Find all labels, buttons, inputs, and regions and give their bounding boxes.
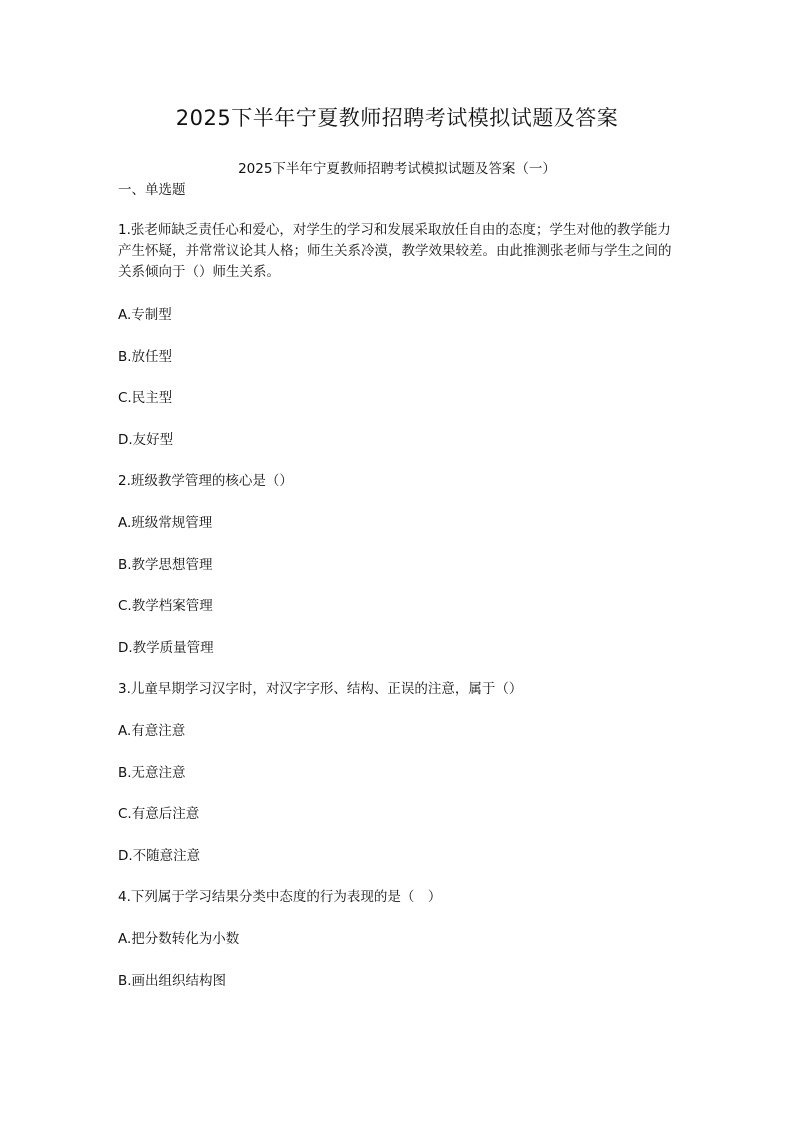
- question-3-option-b: B.无意注意: [118, 765, 186, 781]
- question-2-option-c: C.教学档案管理: [118, 598, 213, 614]
- question-3-stem: 3.儿童早期学习汉字时，对汉字字形、结构、正误的注意，属于（）: [118, 681, 523, 697]
- document-title: 2025下半年宁夏教师招聘考试模拟试题及答案: [175, 106, 619, 130]
- question-4-option-a: A.把分数转化为小数: [118, 931, 240, 947]
- question-2-option-b: B.教学思想管理: [118, 557, 213, 573]
- question-1-option-d: D.友好型: [118, 432, 174, 448]
- section-heading: 一、单选题: [118, 182, 186, 198]
- question-2-stem: 2.班级教学管理的核心是（）: [118, 473, 293, 489]
- question-4-stem: 4.下列属于学习结果分类中态度的行为表现的是（ ）: [118, 889, 442, 905]
- question-2-option-d: D.教学质量管理: [118, 640, 214, 656]
- question-1-option-b: B.放任型: [118, 349, 173, 365]
- question-3-option-c: C.有意后注意: [118, 806, 200, 822]
- question-1-option-c: C.民主型: [118, 390, 173, 406]
- question-3-option-d: D.不随意注意: [118, 848, 201, 864]
- question-2-option-a: A.班级常规管理: [118, 515, 213, 531]
- question-4-option-b: B.画出组织结构图: [118, 973, 227, 989]
- question-1-option-a: A.专制型: [118, 307, 172, 323]
- document-subtitle: 2025下半年宁夏教师招聘考试模拟试题及答案（一）: [238, 161, 556, 177]
- question-1-stem: 1.张老师缺乏责任心和爱心，对学生的学习和发展采取放任自由的态度；学生对他的教学能力产生怀疑，并常常议论其人格；师生关系冷漠，教学效果较差。由此推测张老师与学生之间的关系倾向于（）师生关系。: [118, 222, 672, 280]
- question-3-option-a: A.有意注意: [118, 723, 186, 739]
